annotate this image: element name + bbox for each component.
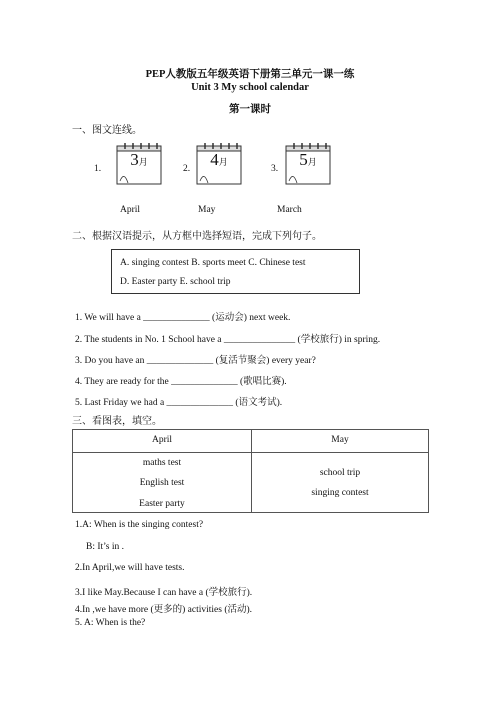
- unit-title: Unit 3 My school calendar: [191, 82, 309, 93]
- lesson-title: 第一课时: [229, 104, 271, 115]
- section3-heading: 三、看图表，填空。: [72, 416, 162, 427]
- april-item: Easter party: [139, 499, 185, 509]
- sentence-1: 1. We will have a ______________ (运动会) next week.: [75, 313, 291, 323]
- calendar-number: 4: [210, 150, 219, 169]
- calendar-april-image: [196, 141, 242, 185]
- match-word-march: March: [277, 205, 302, 215]
- section1-heading: 一、图文连线。: [72, 125, 142, 136]
- match-word-april: April: [120, 205, 141, 215]
- question-1b: B: It’s in .: [86, 542, 125, 552]
- table-header-april: April: [151, 435, 173, 445]
- calendar-label-1: 1.: [94, 164, 102, 174]
- phrase-box-line-2: D. Easter party E. school trip: [120, 277, 231, 287]
- match-word-may: May: [198, 205, 216, 215]
- table-header-may: May: [331, 435, 349, 445]
- page-title: PEP人教版五年级英语下册第三单元一课一练: [145, 69, 355, 80]
- sentence-3: 3. Do you have an ______________ (复活节聚会) every year?: [75, 356, 316, 366]
- question-4: 4.In ,we have more (更多的) activities (活动).: [75, 605, 253, 615]
- calendar-march-image: [116, 141, 162, 185]
- sentence-4: 4. They are ready for the ______________ (歌唱比赛).: [75, 377, 287, 387]
- section2-heading: 二、根据汉语提示，从方框中选择短语，完成下列句子。: [72, 231, 322, 242]
- may-item: singing contest: [311, 488, 369, 498]
- question-2: 2.In April,we will have tests.: [75, 563, 185, 573]
- question-5: 5. A: When is the?: [75, 618, 146, 628]
- april-item: maths test: [142, 458, 182, 468]
- question-1a: 1.A: When is the singing contest?: [75, 520, 204, 530]
- sentence-5: 5. Last Friday we had a ______________ (语文考试).: [75, 398, 283, 408]
- question-3: 3.I like May.Because I can have a (学校旅行).: [75, 588, 253, 598]
- calendar-unit: 月: [307, 157, 317, 167]
- sentence-2: 2. The students in No. 1 School have a _______________ (学校旅行) in spring.: [75, 335, 381, 345]
- calendar-table: [72, 429, 429, 513]
- calendar-number: 5: [299, 150, 308, 169]
- calendar-number: 3: [130, 150, 139, 169]
- april-item: English test: [139, 478, 185, 488]
- calendar-may-image: [285, 141, 331, 185]
- calendar-label-2: 2.: [183, 164, 191, 174]
- calendar-unit: 月: [138, 157, 148, 167]
- calendar-unit: 月: [218, 157, 228, 167]
- calendar-label-3: 3.: [271, 164, 279, 174]
- phrase-box: [111, 249, 360, 294]
- may-item: school trip: [319, 468, 361, 478]
- phrase-box-line-1: A. singing contest B. sports meet C. Chinese test: [120, 258, 306, 268]
